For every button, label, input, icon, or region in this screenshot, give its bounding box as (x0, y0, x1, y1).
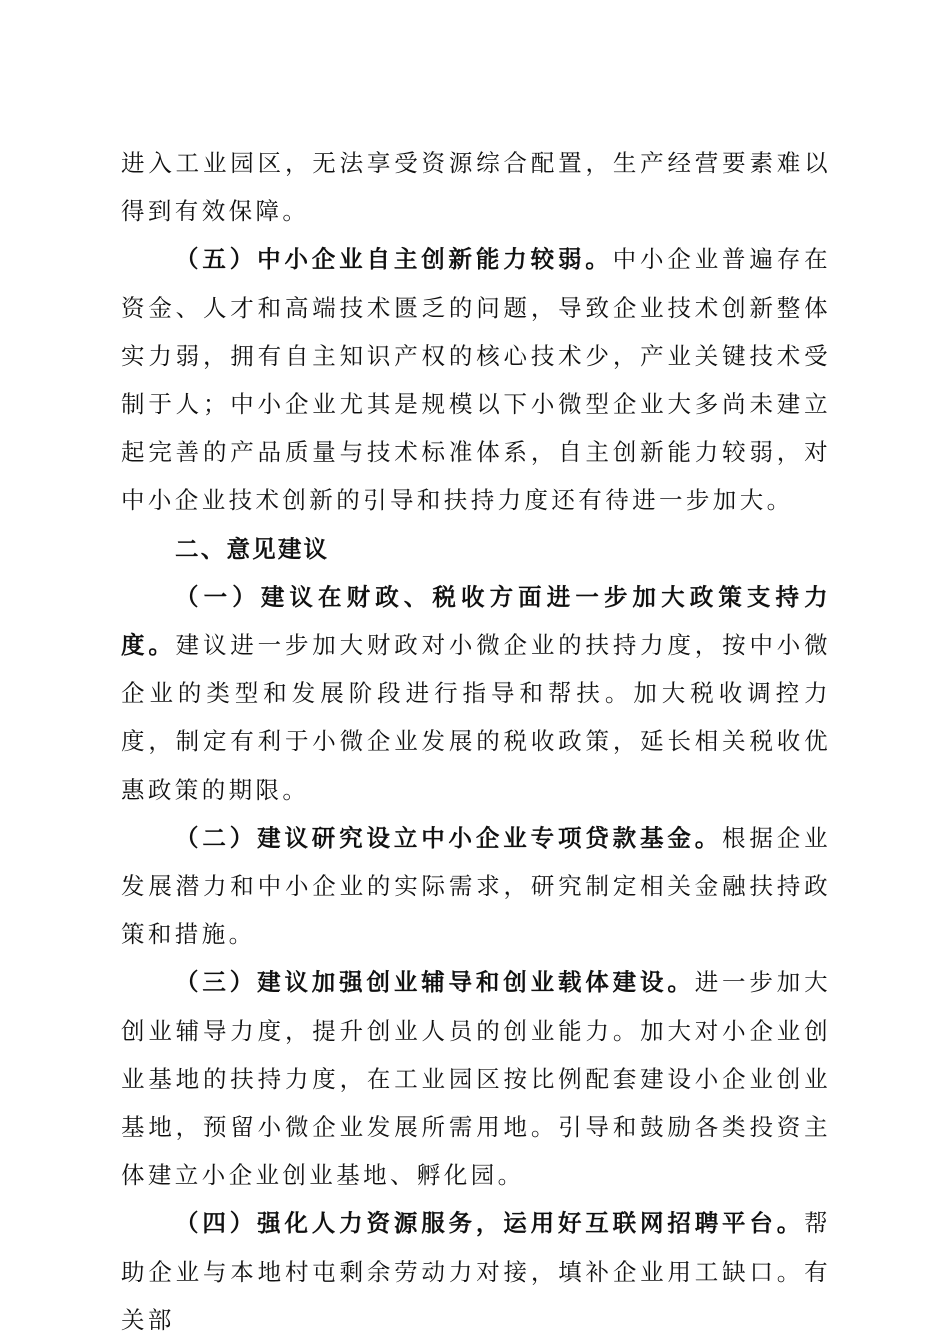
suggestion-1 (121, 573, 831, 814)
item-5-lead: （五）中小企业自主创新能力较弱。 (175, 245, 613, 274)
continued-paragraph: 进入工业园区，无法享受资源综合配置，生产经营要素难以得到有效保障。 (121, 149, 831, 226)
suggestion-2-text: 根据企业发展潜力和中小企业的实际需求，研究制定相关金融扶持政策和措施。 (121, 823, 831, 949)
suggestion-3-lead: （三）建议加强创业辅导和创业载体建设。 (175, 968, 695, 997)
suggestion-3-text: 进一步加大创业辅导力度，提升创业人员的创业能力。加大对小企业创业基地的扶持力度，在工业园区按比例配套建设小企业创业基地，预留小微企业发展所需用地。引导和鼓励各类投资主体建立小企业创业基地、孵化园。 (121, 968, 832, 1190)
suggestion-4 (121, 1199, 831, 1344)
section-heading: 二、意见建议 (175, 534, 330, 563)
suggestion-3 (121, 958, 831, 1199)
item-5-text: 中小企业普遍存在资金、人才和高端技术匮乏的问题，导致企业技术创新整体实力弱，拥有自主知识产权的核心技术少，产业关键技术受制于人；中小企业尤其是规模以下小微型企业大多尚未建立起完善的产品质量与技术标准体系，自主创新能力较弱，对中小企业技术创新的引导和扶持力度还有待进一步加大。 (121, 245, 832, 515)
paragraph-item-5 (121, 235, 831, 524)
suggestion-4-text: 帮助企业与本地村屯剩余劳动力对接，填补企业用工缺口。有关部 (121, 1209, 831, 1334)
suggestion-1-lead: （一）建议在财政、税收方面进一步加大政策支持力度。 (121, 582, 831, 660)
suggestion-2-lead: （二）建议研究设立中小企业专项贷款基金。 (175, 823, 723, 852)
suggestion-2 (121, 814, 831, 959)
document-body (121, 139, 831, 1344)
suggestion-4-lead: （四）强化人力资源服务，运用好互联网招聘平台。 (175, 1209, 805, 1238)
suggestion-1-text: 建议进一步加大财政对小微企业的扶持力度，按中小微企业的类型和发展阶段进行指导和帮扶。加大税收调控力度，制定有利于小微企业发展的税收政策，延长相关税收优惠政策的期限。 (121, 631, 831, 804)
